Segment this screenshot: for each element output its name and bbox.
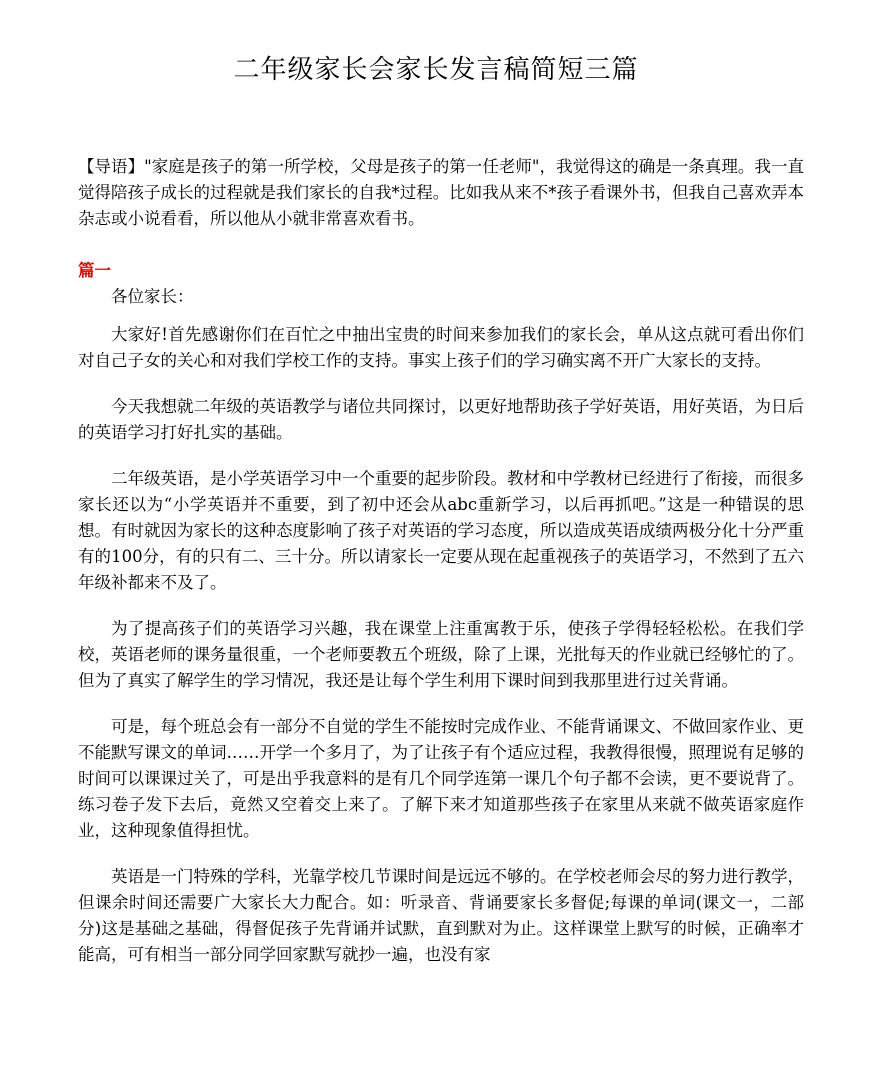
body-paragraph: 为了提高孩子们的英语学习兴趣，我在课堂上注重寓教于乐，使孩子学得轻轻松松。在我们学校，英语老师的课务量很重，一个老师要教五个班级，除了上课，光批每天的作业就已经够忙的了。但为了真实了解学生的学习情况，我还是让每个学生利用下课时间到我那里进行过关背诵。 [78, 619, 804, 690]
document-title: 二年级家长会家长发言稿简短三篇 [233, 55, 639, 85]
salutation: 各位家长： [111, 287, 194, 306]
document-body [78, 154, 804, 988]
section-heading: 篇一 [78, 261, 111, 280]
body-paragraph: 可是，每个班总会有一部分不自觉的学生不能按时完成作业、不能背诵课文、不做回家作业、更不能默写课文的单词……开学一个多月了，为了让孩子有个适应过程，我教得很慢，照理说有足够的时间可以课课过关了，可是出乎我意料的是有几个同学连第一课几个句子都不会读，更不要说背了。练习卷子发下去后，竟然又空着交上来了。了解下来才知道那些孩子在家里从来就不做英语家庭作业，这种现象值得担忧。 [78, 717, 804, 840]
body-paragraph: 大家好!首先感谢你们在百忙之中抽出宝贵的时间来参加我们的家长会，单从这点就可看出你们对自己子女的关心和对我们学校工作的支持。事实上孩子们的学习确实离不开广大家长的支持。 [78, 325, 804, 370]
body-paragraph: 今天我想就二年级的英语教学与诸位共同探讨，以更好地帮助孩子学好英语，用好英语，为日后的英语学习打好扎实的基础。 [78, 397, 804, 442]
intro-paragraph: 【导语】"家庭是孩子的第一所学校，父母是孩子的第一任老师"，我觉得这的确是一条真理。我一直觉得陪孩子成长的过程就是我们家长的自我*过程。比如我从来不*孩子看课外书，但我自己喜欢弄本杂志或小说看看，所以他从小就非常喜欢看书。 [78, 157, 804, 228]
body-paragraph: 二年级英语，是小学英语学习中一个重要的起步阶段。教材和中学教材已经进行了衔接，而很多家长还以为“小学英语并不重要，到了初中还会从abc重新学习，以后再抓吧。”这是一种错误的思想。有时就因为家长的这种态度影响了孩子对英语的学习态度，所以造成英语成绩两极分化十分严重有的100分，有的只有二、三十分。所以请家长一定要从现在起重视孩子的英语学习，不然到了五六年级补都来不及了。 [78, 469, 804, 592]
body-paragraph: 英语是一门特殊的学科，光靠学校几节课时间是远远不够的。在学校老师会尽的努力进行教学，但课余时间还需要广大家长大力配合。如：听录音、背诵要家长多督促;每课的单词(课文一，二部分)这是基础之基础，得督促孩子先背诵并试默，直到默对为止。这样课堂上默写的时候，正确率才能高，可有相当一部分同学回家默写就抄一遍，也没有家 [78, 867, 804, 964]
